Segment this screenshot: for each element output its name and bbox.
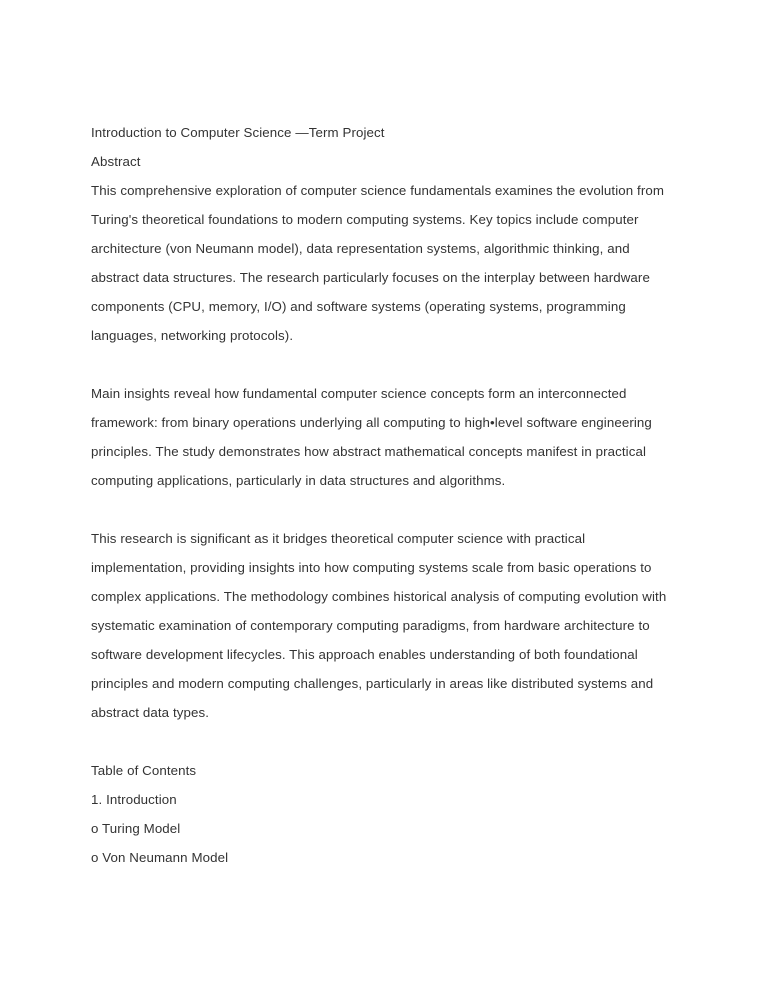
abstract-paragraph-3: This research is significant as it bridges theoretical computer science with practical implementation, providing insights into how computing systems scale from basic operations to complex applications. The methodology combines historical analysis of computing evolution with systematic examination of contemporary computing paradigms, from hardware architecture to software development lifecycles. This approach enables understanding of both foundational principles and modern computing challenges, particularly in areas like distributed systems and abstract data types. xyxy=(91,531,667,720)
document-title: Introduction to Computer Science —Term Project xyxy=(91,125,385,140)
toc-item-turing-model: o Turing Model xyxy=(91,821,181,836)
abstract-heading: Abstract xyxy=(91,154,141,169)
toc-item-von-neumann-model: o Von Neumann Model xyxy=(91,850,229,865)
toc-heading: Table of Contents xyxy=(91,763,197,778)
toc-item-introduction: 1. Introduction xyxy=(91,792,177,807)
abstract-paragraph-1: This comprehensive exploration of computer science fundamentals examines the evolution from Turing's theoretical foundations to modern computing systems. Key topics include computer architecture (von Neumann model), data representation systems, algorithmic thinking, and abstract data structures. The research particularly focuses on the interplay between hardware components (CPU, memory, I/O) and software systems (operating systems, programming languages, networking protocols). xyxy=(91,183,665,343)
abstract-paragraph-2: Main insights reveal how fundamental computer science concepts form an interconnected framework: from binary operations underlying all computing to high•level software engineering principles. The study demonstrates how abstract mathematical concepts manifest in practical computing applications, particularly in data structures and algorithms. xyxy=(91,386,652,488)
